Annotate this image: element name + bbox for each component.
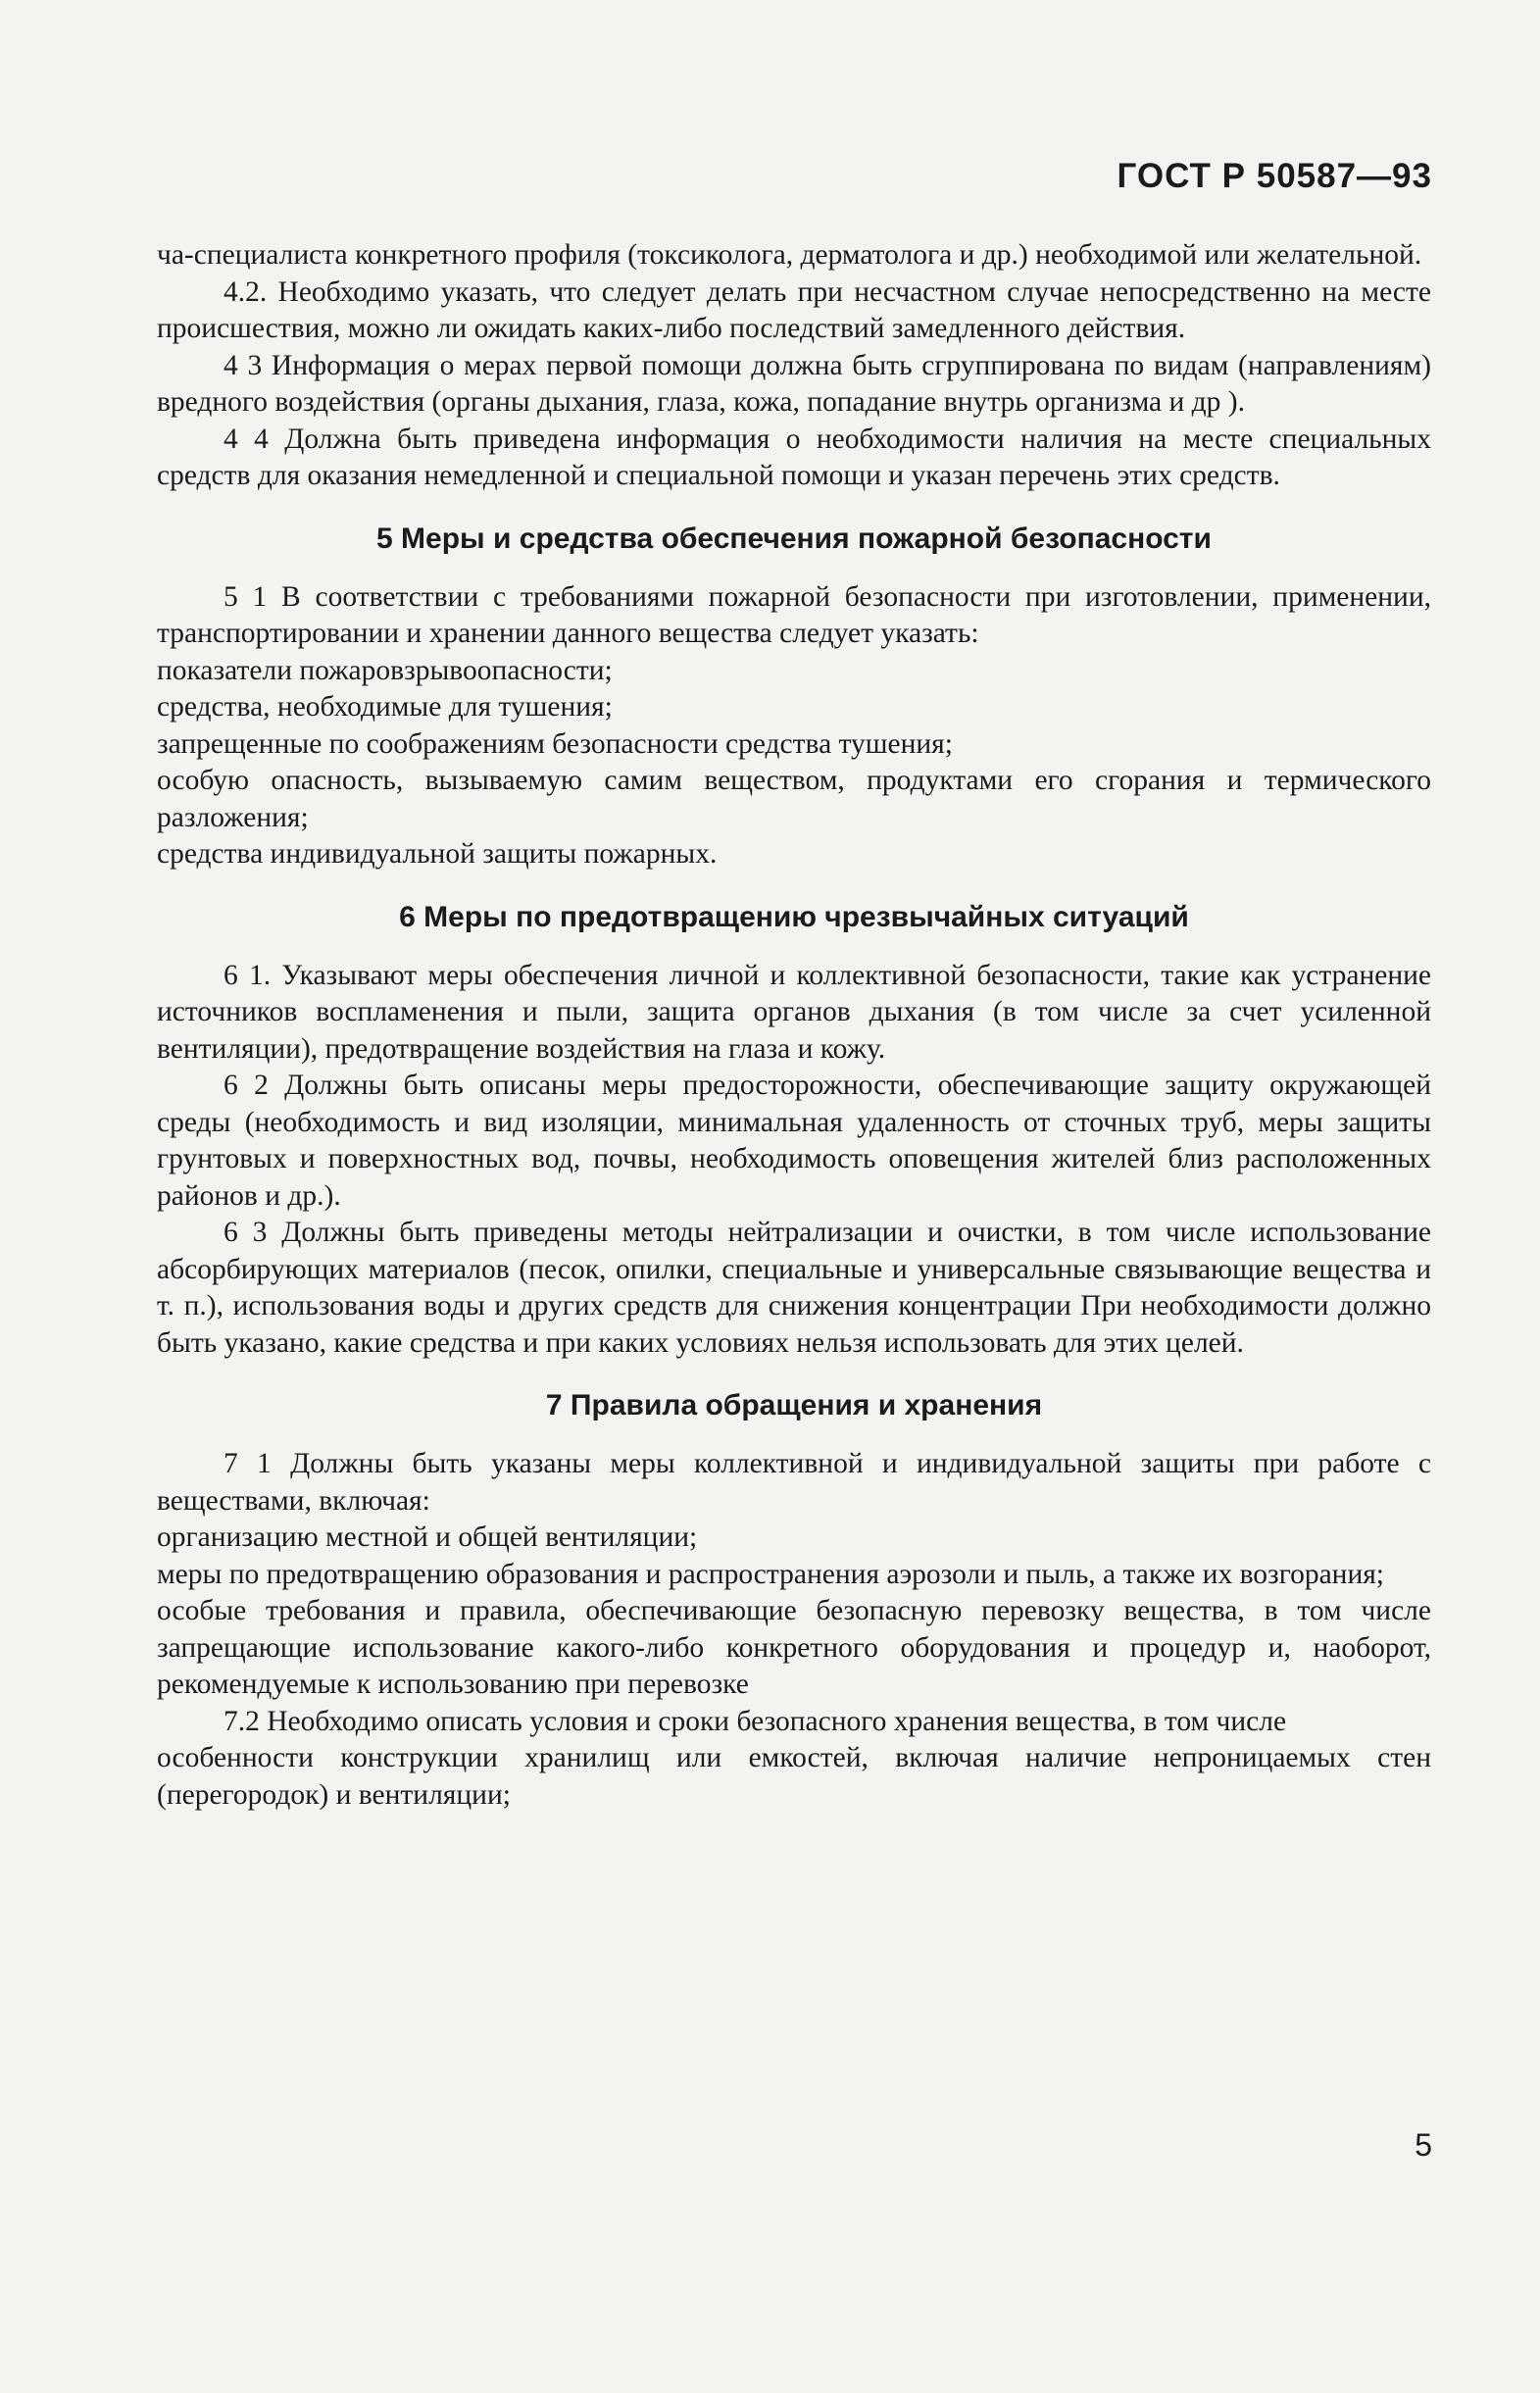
list-item: средства, необходимые для тушения;: [157, 691, 613, 723]
paragraph: 7 1 Должны быть указаны меры коллективной и индивидуальной защиты при работе с веществами, включая:: [157, 1448, 1431, 1517]
list-item: особую опасность, вызываемую самим веществом, продуктами его сгорания и термического разложения;: [157, 765, 1431, 833]
list-item: особые требования и правила, обеспечивающие безопасную перевозку вещества, в том числе запрещающие использование какого-либо конкретного оборудования и процедур и, наоборот, рекомендуемые к использованию при перевозке: [157, 1595, 1431, 1700]
page-number: 5: [1415, 2127, 1432, 2163]
list-item: меры по предотвращению образования и распространения аэрозоли и пыль, а также их возгорания;: [157, 1558, 1385, 1590]
document-body: [157, 237, 1431, 1814]
paragraph: 6 1. Указывают меры обеспечения личной и коллективной безопасности, такие как устранение источников воспламенения и пыли, защита органов дыхания (в том числе за счет усиленной вентиляции), предотвращение воздействия на глаза и кожу.: [157, 959, 1431, 1065]
paragraph: ча-специалиста конкретного профиля (токсиколога, дерматолога и др.) необходимой или желательной.: [157, 239, 1422, 271]
paragraph: 6 2 Должны быть описаны меры предосторожности, обеспечивающие защиту окружающей среды (необходимость и вид изоляции, минимальная удаленность от сточных труб, меры защиты грунтовых и поверхностных вод, почвы, необходимость оповещения жителей близ расположенных районов и др.).: [157, 1070, 1431, 1212]
section-title: 7 Правила обращения и хранения: [545, 1389, 1043, 1421]
list-item: средства индивидуальной защиты пожарных.: [157, 838, 718, 870]
paragraph: 4 3 Информация о мерах первой помощи должна быть сгруппирована по видам (направлениям) вредного воздействия (органы дыхания, глаза, кожа, попадание внутрь организма и др ).: [157, 349, 1431, 418]
list-item: особенности конструкции хранилищ или емкостей, включая наличие непроницаемых стен (перегородок) и вентиляции;: [157, 1742, 1431, 1811]
section-title: 5 Меры и средства обеспечения пожарной безопасности: [376, 522, 1212, 555]
list-item: организацию местной и общей вентиляции;: [157, 1521, 698, 1553]
paragraph: 7.2 Необходимо описать условия и сроки безопасного хранения вещества, в том числе: [224, 1705, 1287, 1737]
paragraph: 5 1 В соответствии с требованиями пожарной безопасности при изготовлении, применении, транспортировании и хранении данного вещества следует указать:: [157, 580, 1431, 649]
list-item: запрещенные по соображениям безопасности средства тушения;: [157, 727, 953, 760]
document-header: ГОСТ Р 50587—93: [1117, 157, 1432, 195]
section-title: 6 Меры по предотвращению чрезвычайных ситуаций: [399, 900, 1189, 933]
paragraph: 4 4 Должна быть приведена информация о необходимости наличия на месте специальных средств для оказания немедленной и специальной помощи и указан перечень этих средств.: [157, 423, 1431, 491]
paragraph: 4.2. Необходимо указать, что следует делать при несчастном случае непосредственно на месте происшествия, можно ли ожидать каких-либо последствий замедленного действия.: [157, 275, 1431, 344]
list-item: показатели пожаровзрывоопасности;: [157, 654, 613, 686]
paragraph: 6 3 Должны быть приведены методы нейтрализации и очистки, в том числе использование абсорбирующих материалов (песок, опилки, специальные и универсальные связывающие вещества и т. п.), использования воды и других средств для снижения концентрации При необходимости должно быть указано, какие средства и при каких условиях нельзя использовать для этих целей.: [157, 1217, 1431, 1359]
